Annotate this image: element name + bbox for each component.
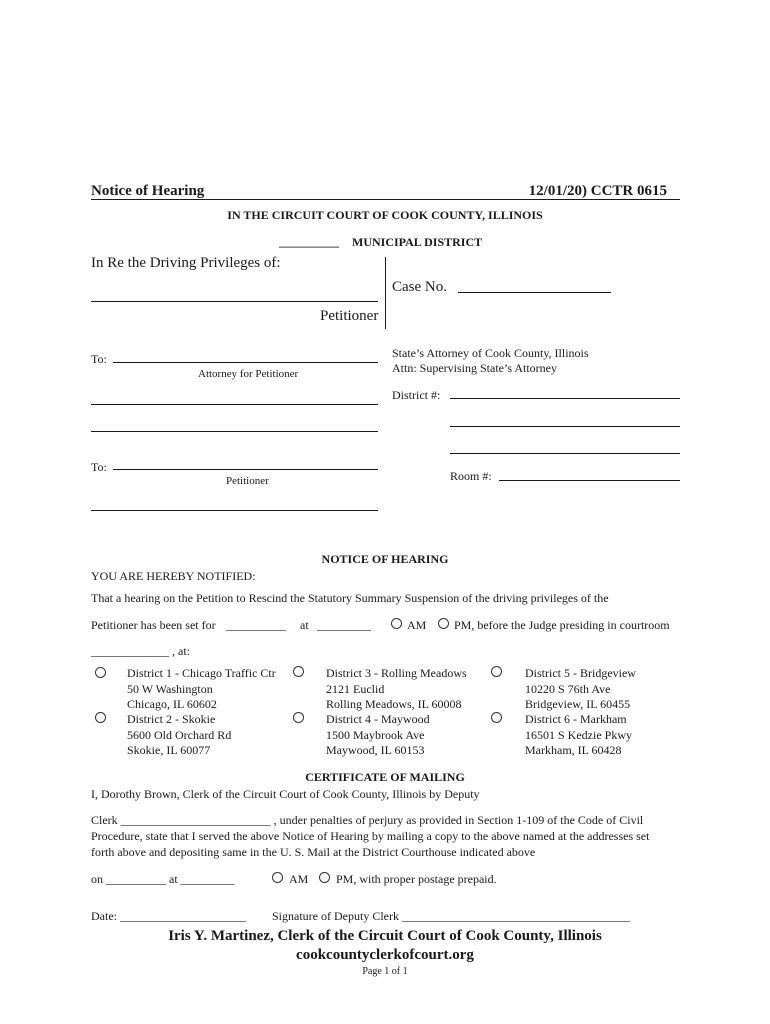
mailing-am-radio[interactable] — [272, 872, 283, 883]
attorney-address-line-2[interactable] — [91, 431, 378, 432]
attorney-address-line-1[interactable] — [91, 404, 378, 405]
district-4 — [326, 712, 430, 759]
district-6 — [525, 712, 632, 759]
petitioner-address-line[interactable] — [91, 510, 378, 511]
petitioner-to-line[interactable] — [113, 469, 378, 470]
district-4-name: District 4 - Maywood — [326, 712, 430, 726]
at-label: at — [300, 618, 309, 632]
am-radio[interactable] — [391, 618, 402, 629]
to-label-attorney: To: — [91, 352, 107, 366]
pm-courtroom-text: PM, before the Judge presiding in courtroom — [454, 618, 670, 632]
certificate-line-3: Procedure, state that I served the above Notice of Hearing by mailing a copy to the above named at the addresses set — [91, 829, 650, 843]
certificate-line-1: I, Dorothy Brown, Clerk of the Circuit Court of Cook County, Illinois by Deputy — [91, 787, 480, 801]
caption-divider — [385, 257, 386, 329]
hearing-time-blank[interactable]: _________ — [317, 618, 371, 632]
clerk-name: Iris Y. Martinez, Clerk of the Circuit Court of Cook County, Illinois — [168, 928, 602, 944]
to-label-petitioner: To: — [91, 460, 107, 474]
district-1-name: District 1 - Chicago Traffic Ctr — [127, 666, 276, 680]
municipal-district: MUNICIPAL DISTRICT — [352, 235, 483, 249]
case-no-label: Case No. — [392, 279, 447, 295]
header-rule — [91, 199, 680, 200]
district-1-address: 50 W Washington — [127, 681, 213, 696]
form-code: 12/01/20) CCTR 0615 — [528, 183, 667, 199]
district-5-address: 10220 S 76th Ave — [525, 681, 611, 696]
district-no-label: District #: — [392, 388, 441, 402]
district-2 — [127, 712, 231, 759]
district-2-city: Skokie, IL 60077 — [127, 743, 211, 757]
mailing-pm-radio[interactable] — [319, 872, 330, 883]
room-no-label: Room #: — [450, 469, 492, 483]
district-4-radio[interactable] — [293, 712, 304, 723]
district-3 — [326, 666, 467, 713]
attorney-caption: Attorney for Petitioner — [198, 368, 299, 380]
district-6-address: 16501 S Kedzie Pkwy — [525, 727, 632, 742]
district-2-address: 5600 Old Orchard Rd — [127, 727, 232, 742]
signature-line[interactable]: Signature of Deputy Clerk ______________________________________ — [272, 909, 630, 923]
case-no-line[interactable] — [458, 292, 611, 293]
district-address-line-1[interactable] — [450, 426, 680, 427]
mailing-pm-text: PM, with proper postage prepaid. — [336, 872, 497, 886]
hearing-date-blank[interactable]: __________ — [226, 618, 286, 632]
notice-set-for: Petitioner has been set for — [91, 618, 216, 632]
attorney-line[interactable] — [113, 362, 378, 363]
petitioner-label: Petitioner — [320, 308, 379, 324]
district-4-city: Maywood, IL 60153 — [326, 743, 425, 757]
district-no-line[interactable] — [450, 398, 680, 399]
district-3-radio[interactable] — [293, 666, 304, 677]
district-3-address: 2121 Euclid — [326, 681, 385, 696]
district-5-radio[interactable] — [491, 666, 502, 677]
court-name: IN THE CIRCUIT COURT OF COOK COUNTY, ILLINOIS — [227, 208, 543, 222]
page-number: Page 1 of 1 — [362, 966, 408, 977]
district-5-name: District 5 - Bridgeview — [525, 666, 636, 680]
district-2-radio[interactable] — [95, 712, 106, 723]
district-blank: __________ — [279, 235, 339, 249]
district-3-name: District 3 - Rolling Meadows — [326, 666, 467, 680]
district-address-line-2[interactable] — [450, 453, 680, 454]
date-line[interactable]: Date: _____________________ — [91, 909, 246, 923]
pm-radio[interactable] — [438, 618, 449, 629]
petitioner-caption: Petitioner — [226, 475, 269, 487]
district-2-name: District 2 - Skokie — [127, 712, 216, 726]
courtroom-blank[interactable]: _____________ , at: — [91, 644, 190, 658]
district-4-address: 1500 Maybrook Ave — [326, 727, 425, 742]
certificate-heading: CERTIFICATE OF MAILING — [305, 770, 465, 784]
in-re-label: In Re the Driving Privileges of: — [91, 255, 281, 271]
petitioner-name-line[interactable] — [91, 301, 378, 302]
room-no-line[interactable] — [499, 480, 680, 481]
hereby-notified: YOU ARE HEREBY NOTIFIED: — [91, 569, 256, 583]
district-1-city: Chicago, IL 60602 — [127, 697, 217, 711]
district-5 — [525, 666, 636, 713]
district-1-radio[interactable] — [95, 667, 106, 678]
district-1 — [127, 666, 276, 713]
notice-line-1: That a hearing on the Petition to Rescind the Statutory Summary Suspension of the driving privileges of the — [91, 591, 609, 605]
mailing-am-label: AM — [289, 872, 309, 886]
district-6-name: District 6 - Markham — [525, 712, 627, 726]
district-5-city: Bridgeview, IL 60455 — [525, 697, 631, 711]
district-6-radio[interactable] — [491, 712, 502, 723]
certificate-line-4: forth above and depositing same in the U. S. Mail at the District Courthouse indicated above — [91, 845, 536, 859]
states-attorney: State’s Attorney of Cook County, Illinois — [392, 346, 589, 360]
supervising-attorney: Attn: Supervising State’s Attorney — [392, 361, 557, 375]
certificate-line-2: Clerk _________________________ , under penalties of perjury as provided in Section 1-109 of the Code of Civil — [91, 813, 644, 827]
form-title: Notice of Hearing — [91, 183, 205, 199]
district-6-city: Markham, IL 60428 — [525, 743, 622, 757]
am-label: AM — [407, 618, 427, 632]
district-3-city: Rolling Meadows, IL 60008 — [326, 697, 462, 711]
clerk-website[interactable]: cookcountyclerkofcourt.org — [296, 947, 474, 963]
mailing-date-time[interactable]: on __________ at _________ — [91, 872, 235, 886]
notice-heading: NOTICE OF HEARING — [321, 552, 449, 566]
